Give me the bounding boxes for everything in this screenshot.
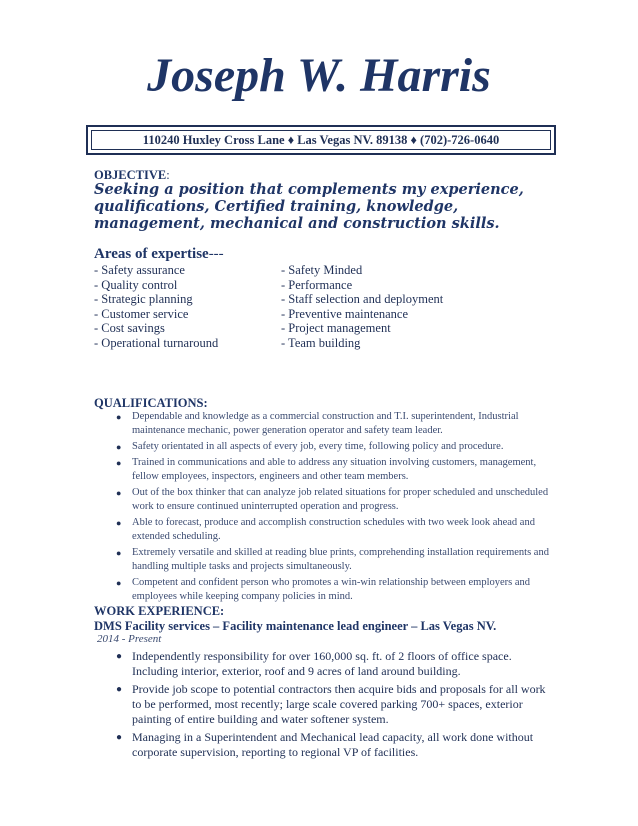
expertise-item: - Operational turnaround <box>94 335 219 350</box>
contact-line: 110240 Huxley Cross Lane ♦ Las Vegas NV. 89138 ♦ (702)-726-0640 <box>91 130 551 150</box>
qualification-text: Competent and confident person who promotes a win-win relationship between employers and employees while keeping company policies in mind. <box>132 577 531 602</box>
qualification-item <box>114 516 554 544</box>
expertise-item: - Strategic planning <box>94 292 193 306</box>
duty-text: Managing in a Superintendent and Mechanical lead capacity, all work done without corporate supervision, reporting to regional VP of facilities. <box>132 730 534 759</box>
bullet-icon: ● <box>116 732 123 743</box>
qualification-text: Safety orientated in all aspects of every job, every time, following policy and procedure. <box>132 441 504 452</box>
qualifications-list <box>114 410 554 606</box>
expertise-item: - Cost savings <box>94 321 165 335</box>
duty-item <box>114 730 554 760</box>
bullet-icon: ● <box>116 412 122 422</box>
duty-text: Independently responsibility for over 160,000 sq. ft. of 2 floors of office space. Including interior, exterior, roof and 9 acres of land around building. <box>132 649 512 678</box>
duty-item <box>114 682 554 727</box>
work-experience-heading: WORK EXPERIENCE: <box>94 604 225 618</box>
expertise-item: - Preventive maintenance <box>281 306 409 321</box>
job-dates: 2014 - Present <box>97 633 162 645</box>
qualification-text: Dependable and knowledge as a commercial construction and T.I. superintendent, Industrial maintenance mechanic, power generation operator and safety team leader. <box>132 411 519 436</box>
bullet-icon: ● <box>116 684 123 695</box>
objective-text: Seeking a position that complements my experience, qualifications, Certified training, knowledge, management, mechanical and construction skills. <box>94 181 524 232</box>
bullet-icon: ● <box>116 442 122 452</box>
qualification-text: Trained in communications and able to address any situation involving customers, management, fellow employees, inspectors, engineers and other team members. <box>132 457 537 482</box>
qualification-text: Out of the box thinker that can analyze job related situations for proper scheduled and unscheduled work to ensure continued uninterrupted operation and progress. <box>132 487 549 512</box>
expertise-item: - Staff selection and deployment <box>281 292 444 306</box>
bullet-icon: ● <box>116 488 122 498</box>
bullet-icon: ● <box>116 518 122 528</box>
qualification-text: Able to forecast, produce and accomplish construction schedules with two week look ahead and extended scheduling. <box>132 517 535 542</box>
expertise-column-right <box>281 263 481 350</box>
expertise-item: - Safety Minded <box>281 263 363 277</box>
work-duties-list <box>114 649 554 763</box>
areas-heading-text: Areas of expertise <box>94 246 209 262</box>
job-title: DMS Facility services – Facility maintenance lead engineer – Las Vegas NV. <box>94 619 497 633</box>
areas-heading <box>94 246 224 263</box>
areas-heading-suffix: --- <box>208 246 224 262</box>
expertise-item: - Team building <box>281 335 361 350</box>
bullet-icon: ● <box>116 458 122 468</box>
bullet-icon: ● <box>116 651 123 662</box>
qualification-item <box>114 410 554 438</box>
bullet-icon: ● <box>116 548 122 558</box>
objective-label: OBJECTIVE <box>94 168 167 182</box>
expertise-item: - Project management <box>281 321 391 335</box>
objective-colon: : <box>166 168 170 182</box>
expertise-item: - Quality control <box>94 277 178 292</box>
expertise-item: - Customer service <box>94 306 189 321</box>
address-box <box>86 125 556 155</box>
qualification-item <box>114 440 554 454</box>
qualifications-heading: QUALIFICATIONS: <box>94 396 208 410</box>
expertise-item: - Safety assurance <box>94 263 185 277</box>
expertise-item: - Performance <box>281 277 353 292</box>
candidate-name: Joseph W. Harris <box>147 49 491 102</box>
qualification-item <box>114 576 554 604</box>
bullet-icon: ● <box>116 578 122 588</box>
duty-text: Provide job scope to potential contractors then acquire bids and proposals for all work to be performed, most recently; large scale covered parking 700+ spaces, exterior painting of entire building and water softener system. <box>132 682 546 726</box>
qualification-item <box>114 546 554 574</box>
qualification-item <box>114 456 554 484</box>
expertise-column-left <box>94 263 274 350</box>
qualification-text: Extremely versatile and skilled at reading blue prints, comprehending installation requirements and handling multiple tasks and projects simultaneously. <box>132 547 549 572</box>
duty-item <box>114 649 554 679</box>
qualification-item <box>114 486 554 514</box>
